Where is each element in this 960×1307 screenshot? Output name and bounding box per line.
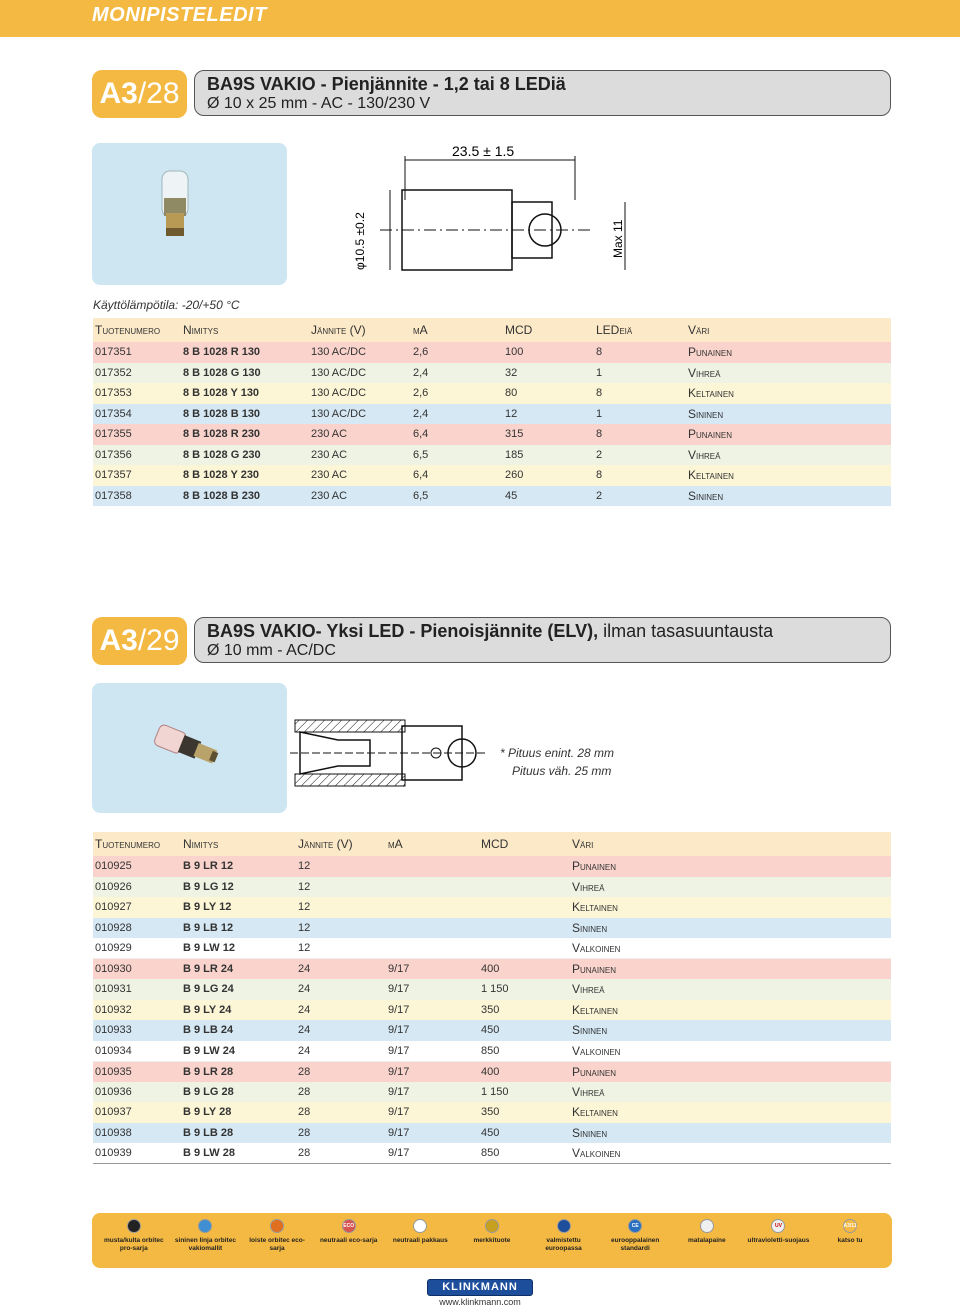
table-row (93, 465, 891, 486)
cell: 010939 (93, 1143, 181, 1164)
section-subtitle: Ø 10 x 25 mm - AC - 130/230 V (207, 95, 431, 112)
cell: Punainen (686, 342, 891, 363)
product-photo (92, 143, 287, 285)
cell: 24 (296, 1041, 386, 1062)
cell: Keltainen (686, 465, 891, 486)
cell: B 9 LG 24 (181, 979, 296, 1000)
legend-label: musta/kulta orbitec pro-sarja (104, 1237, 164, 1252)
cell: 350 (479, 1000, 570, 1021)
table-row (93, 1082, 891, 1103)
cell: B 9 LR 12 (181, 856, 296, 877)
cell: 8 (594, 342, 686, 363)
legend-item (102, 1219, 166, 1253)
section-code-a3-28 (92, 70, 187, 118)
cell: 350 (479, 1102, 570, 1123)
cell (386, 856, 479, 877)
cell: B 9 LB 28 (181, 1123, 296, 1144)
cell: 8 (594, 465, 686, 486)
brand-icon (485, 1219, 499, 1233)
cell: 850 (479, 1041, 570, 1062)
cell: Keltainen (570, 1102, 891, 1123)
cell: 6,4 (411, 465, 503, 486)
cell: 010932 (93, 1000, 181, 1021)
package-icon (413, 1219, 427, 1233)
cell: 230 AC (309, 445, 411, 466)
table-row (93, 363, 891, 384)
col-header: MCD (503, 318, 594, 342)
table-row (93, 856, 891, 877)
cell: 010930 (93, 959, 181, 980)
cell: Vihreä (570, 1082, 891, 1103)
cell: 9/17 (386, 1082, 479, 1103)
cell: 260 (503, 465, 594, 486)
cell: 6,5 (411, 486, 503, 507)
cell: Keltainen (570, 1000, 891, 1021)
col-header: Väri (686, 318, 891, 342)
legend-label: loiste orbitec eco-sarja (249, 1237, 305, 1252)
col-header: mA (411, 318, 503, 342)
cell: 400 (479, 1061, 570, 1082)
table-row (93, 1143, 891, 1164)
table-row (93, 918, 891, 939)
cell (386, 877, 479, 898)
cell: Punainen (570, 1061, 891, 1082)
cell: 80 (503, 383, 594, 404)
table-row (93, 383, 891, 404)
table-row (93, 897, 891, 918)
cell: 010927 (93, 897, 181, 918)
cell: 450 (479, 1123, 570, 1144)
uv-stop-icon: UV (771, 1219, 785, 1233)
table-row (93, 424, 891, 445)
table-row (93, 877, 891, 898)
cell: 1 150 (479, 979, 570, 1000)
cell: 010928 (93, 918, 181, 939)
legend-label: neutraali eco-sarja (319, 1237, 378, 1244)
cell: Sininen (686, 404, 891, 425)
cell: Valkoinen (570, 938, 891, 959)
col-header: Tuotenumero (93, 318, 181, 342)
section-title: BA9S VAKIO- Yksi LED - Pienoisjännite (ELV), (207, 621, 599, 641)
cell: 010925 (93, 856, 181, 877)
cell: 8 B 1028 G 230 (181, 445, 309, 466)
cell: 010936 (93, 1082, 181, 1103)
cell: 6,4 (411, 424, 503, 445)
cell: 1 (594, 404, 686, 425)
code-number: /29 (137, 624, 180, 657)
cell (386, 918, 479, 939)
cell: 230 AC (309, 424, 411, 445)
table-row (93, 959, 891, 980)
cell: 130 AC/DC (309, 363, 411, 384)
cell: 9/17 (386, 1123, 479, 1144)
cell: Keltainen (686, 383, 891, 404)
table-row (93, 342, 891, 363)
product-photo (92, 683, 287, 813)
cell: 8 B 1028 R 230 (181, 424, 309, 445)
cell: 2 (594, 486, 686, 507)
table-header (93, 318, 891, 342)
cell: 017356 (93, 445, 181, 466)
table-row (93, 486, 891, 507)
legend-item (603, 1219, 667, 1253)
cell: 28 (296, 1061, 386, 1082)
cell: 010938 (93, 1123, 181, 1144)
cell: 8 B 1028 B 130 (181, 404, 309, 425)
cell: 1 (594, 363, 686, 384)
drawing-max-label: Max 11 (611, 219, 625, 258)
blue-line-icon (198, 1219, 212, 1233)
cell: 9/17 (386, 959, 479, 980)
cell: 017354 (93, 404, 181, 425)
cell: 8 B 1028 G 130 (181, 363, 309, 384)
table-row (93, 1123, 891, 1144)
cell: Vihreä (570, 877, 891, 898)
black-gold-icon (127, 1219, 141, 1233)
section-code-a3-29 (92, 617, 187, 665)
product-table-a3-28 (93, 318, 891, 506)
cell: 010933 (93, 1020, 181, 1041)
table-header (93, 832, 891, 856)
length-note-min: Pituus väh. 25 mm (512, 764, 612, 778)
cell: 12 (296, 897, 386, 918)
cell: 24 (296, 979, 386, 1000)
cell (386, 938, 479, 959)
col-header: Nimitys (181, 832, 296, 856)
cell: Sininen (686, 486, 891, 507)
cell: 130 AC/DC (309, 404, 411, 425)
section-title-box (194, 617, 891, 663)
drawing-diameter-label: φ10.5 ±0.2 (353, 212, 367, 270)
code-prefix: A3 (99, 77, 138, 110)
cell (479, 856, 570, 877)
cell: 017352 (93, 363, 181, 384)
led-bulb-image (92, 683, 287, 813)
code-number: /28 (137, 77, 180, 110)
cell (479, 877, 570, 898)
cell: B 9 LW 12 (181, 938, 296, 959)
col-header: Väri (570, 832, 891, 856)
technical-drawing-1 (340, 140, 640, 285)
fluorescent-icon (270, 1219, 284, 1233)
cell: 850 (479, 1143, 570, 1164)
cell: 9/17 (386, 1020, 479, 1041)
cell: 2,4 (411, 404, 503, 425)
cell: 130 AC/DC (309, 342, 411, 363)
cell: Punainen (570, 959, 891, 980)
table-row (93, 1061, 891, 1082)
product-table-a3-29 (93, 832, 891, 1164)
col-header: MCD (479, 832, 570, 856)
page-title: MONIPISTELEDIT (92, 4, 267, 26)
cell: 12 (296, 938, 386, 959)
table-row (93, 979, 891, 1000)
legend-item (460, 1219, 524, 1245)
legend-bar (92, 1213, 892, 1268)
cell: Sininen (570, 1123, 891, 1144)
cell: 24 (296, 959, 386, 980)
section-title-box (194, 70, 891, 116)
cell (479, 938, 570, 959)
cell: 450 (479, 1020, 570, 1041)
legend-label: eurooppalainen standardi (610, 1237, 660, 1252)
col-header: Jännite (V) (296, 832, 386, 856)
drawing-length-label: 23.5 ± 1.5 (452, 143, 515, 159)
cell: 017358 (93, 486, 181, 507)
cell: 1 150 (479, 1082, 570, 1103)
cell: Punainen (570, 856, 891, 877)
table-row (93, 445, 891, 466)
cell: B 9 LY 24 (181, 1000, 296, 1021)
cell: 010929 (93, 938, 181, 959)
cell: 8 (594, 424, 686, 445)
cell: 9/17 (386, 1143, 479, 1164)
cell: 017355 (93, 424, 181, 445)
cell: 010931 (93, 979, 181, 1000)
cell: Vihreä (570, 979, 891, 1000)
cell: 017353 (93, 383, 181, 404)
cell: Vihreä (686, 363, 891, 384)
eco-icon: ECO (342, 1219, 356, 1233)
cell: B 9 LB 12 (181, 918, 296, 939)
cell: B 9 LG 12 (181, 877, 296, 898)
technical-drawing-2 (290, 712, 490, 802)
cell: 8 B 1028 Y 230 (181, 465, 309, 486)
cell: 010937 (93, 1102, 181, 1123)
cell: B 9 LR 24 (181, 959, 296, 980)
table-row (93, 1020, 891, 1041)
cell: 28 (296, 1123, 386, 1144)
cell: Punainen (686, 424, 891, 445)
cell: B 9 LW 28 (181, 1143, 296, 1164)
col-header: LEDeiä (594, 318, 686, 342)
legend-label: matalapaine (688, 1237, 726, 1244)
length-note-max: * Pituus enint. 28 mm (500, 746, 615, 760)
cell: 28 (296, 1143, 386, 1164)
cell: 9/17 (386, 1102, 479, 1123)
cell: 24 (296, 1000, 386, 1021)
cell: 400 (479, 959, 570, 980)
cell: B 9 LR 28 (181, 1061, 296, 1082)
cell: 8 B 1028 Y 130 (181, 383, 309, 404)
legend-label: valmistettu euroopassa (545, 1237, 582, 1252)
cell: 9/17 (386, 1041, 479, 1062)
col-header: mA (386, 832, 479, 856)
cell: 017357 (93, 465, 181, 486)
cell: 8 (594, 383, 686, 404)
cell: B 9 LW 24 (181, 1041, 296, 1062)
legend-item (388, 1219, 452, 1245)
cell: 2,6 (411, 383, 503, 404)
low-pressure-icon (700, 1219, 714, 1233)
cell: 28 (296, 1102, 386, 1123)
cell: B 9 LG 28 (181, 1082, 296, 1103)
led-bulb-image (92, 143, 287, 285)
cell: 8 B 1028 B 230 (181, 486, 309, 507)
cell: 017351 (93, 342, 181, 363)
cell: 9/17 (386, 1061, 479, 1082)
cell (479, 897, 570, 918)
legend-item (173, 1219, 237, 1253)
cell (386, 897, 479, 918)
cell: 9/17 (386, 979, 479, 1000)
col-header: Tuotenumero (93, 832, 181, 856)
cell: B 9 LY 28 (181, 1102, 296, 1123)
cell: Vihreä (686, 445, 891, 466)
cell: 010926 (93, 877, 181, 898)
legend-item (675, 1219, 739, 1245)
cell: 010935 (93, 1061, 181, 1082)
legend-label: ultravioletti-suojaus (747, 1237, 810, 1244)
code-prefix: A3 (99, 624, 138, 657)
cell: Sininen (570, 918, 891, 939)
header-bar (0, 0, 960, 37)
table-row (93, 404, 891, 425)
operating-temperature: Käyttölämpötila: -20/+50 °C (93, 298, 240, 312)
col-header: Jännite (V) (309, 318, 411, 342)
cell: Valkoinen (570, 1041, 891, 1062)
cell: B 9 LY 12 (181, 897, 296, 918)
col-header: Nimitys (181, 318, 309, 342)
table-row (93, 1000, 891, 1021)
table-row (93, 1102, 891, 1123)
klinkmann-logo: KLINKMANN (427, 1279, 533, 1296)
cell: 32 (503, 363, 594, 384)
cell: 9/17 (386, 1000, 479, 1021)
section-title-extra: ilman tasasuuntausta (603, 621, 774, 641)
cell: 12 (296, 877, 386, 898)
legend-item (532, 1219, 596, 1253)
table-row (93, 938, 891, 959)
legend-label: merkkituote (473, 1237, 511, 1244)
cell: 6,5 (411, 445, 503, 466)
legend-item (818, 1219, 882, 1245)
cell: 315 (503, 424, 594, 445)
cell: 12 (503, 404, 594, 425)
legend-label: neutraali pakkaus (392, 1237, 448, 1244)
cell: 010934 (93, 1041, 181, 1062)
cell (479, 918, 570, 939)
cell: 2,4 (411, 363, 503, 384)
cell: 8 B 1028 R 130 (181, 342, 309, 363)
see-also-icon: A3/11 (843, 1219, 857, 1233)
section-subtitle: Ø 10 mm - AC/DC (207, 642, 336, 659)
legend-item (746, 1219, 810, 1245)
cell: B 9 LB 24 (181, 1020, 296, 1041)
cell: 100 (503, 342, 594, 363)
cell: 12 (296, 856, 386, 877)
legend-label: katso tu (837, 1237, 863, 1244)
legend-item (317, 1219, 381, 1245)
cell: Valkoinen (570, 1143, 891, 1164)
cell: 12 (296, 918, 386, 939)
cell: 45 (503, 486, 594, 507)
cell: 130 AC/DC (309, 383, 411, 404)
cell: 230 AC (309, 486, 411, 507)
table-row (93, 1041, 891, 1062)
cell: Keltainen (570, 897, 891, 918)
website-link[interactable]: www.klinkmann.com (439, 1297, 521, 1307)
cell: 2 (594, 445, 686, 466)
ce-icon: CE (628, 1219, 642, 1233)
cell: 185 (503, 445, 594, 466)
section-title: BA9S VAKIO - Pienjännite - 1,2 tai 8 LEDiä (207, 74, 566, 94)
cell: 24 (296, 1020, 386, 1041)
eu-icon (557, 1219, 571, 1233)
cell: 2,6 (411, 342, 503, 363)
legend-label: sininen linja orbitec vakiomallit (174, 1237, 236, 1252)
legend-item (245, 1219, 309, 1253)
cell: Sininen (570, 1020, 891, 1041)
cell: 28 (296, 1082, 386, 1103)
cell: 230 AC (309, 465, 411, 486)
